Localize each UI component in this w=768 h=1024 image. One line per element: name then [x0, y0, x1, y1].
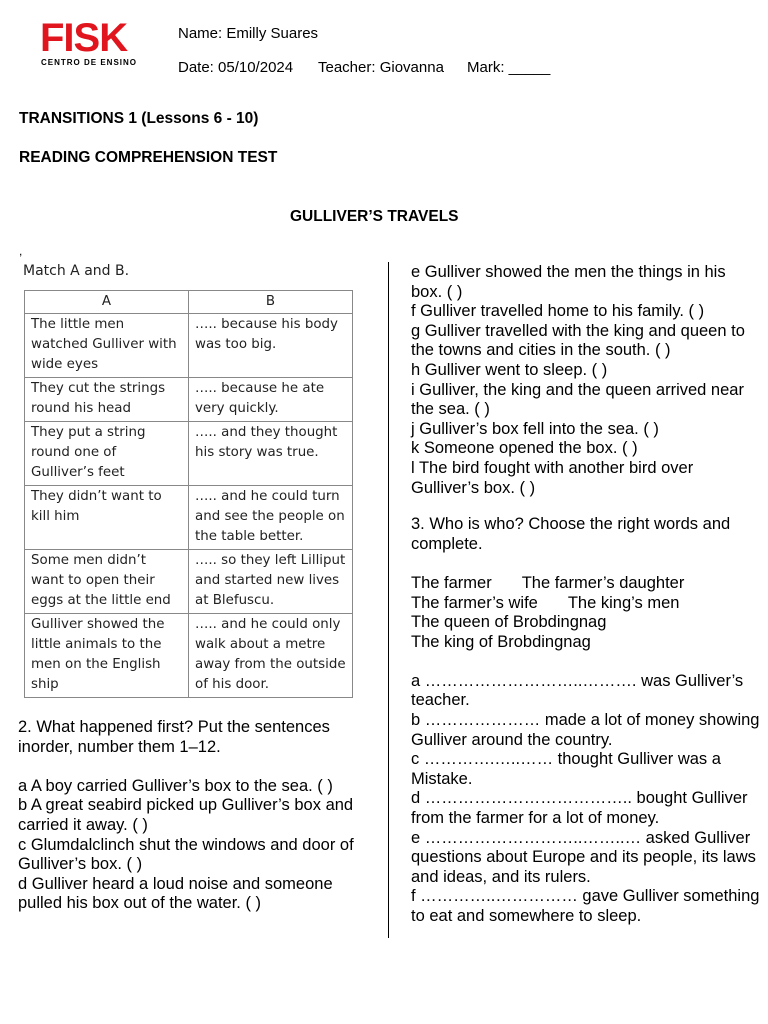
word-bank-item: The king of Brobdingnag: [411, 632, 591, 651]
mark-field: Mark: _____: [467, 59, 551, 76]
section3-instruction: 3. Who is who? Choose the right words and complete.: [411, 515, 731, 553]
section1-instruction: Match A and B.: [23, 263, 130, 279]
list-item: i Gulliver, the king and the queen arrived near the sea. ( ): [411, 380, 744, 419]
fill-in-sentence: f …………..…………… gave Gulliver something to eat and somewhere to sleep.: [411, 887, 760, 925]
list-item: b A great seabird picked up Gulliver’s box and carried it away. ( ): [18, 796, 354, 834]
list-item: f Gulliver travelled home to his family. ( ): [411, 302, 705, 321]
word-bank-item: The queen of Brobdingnag: [411, 613, 607, 632]
list-item: j Gulliver’s box fell into the sea. ( ): [411, 419, 659, 438]
cell-b: ….. so they left Lilliput and started new lives at Blefuscu.: [189, 550, 353, 614]
list-item: e Gulliver showed the men the things in his box. ( ): [411, 263, 726, 301]
cell-b: ….. because he ate very quickly.: [189, 378, 353, 422]
cell-a: They put a string round one of Gulliver’s feet: [25, 422, 189, 486]
right-column: [411, 263, 761, 927]
word-bank-item: The farmer’s wife: [411, 593, 538, 612]
fill-in-sentence: e ………………………..……..… asked Gulliver questions about Europe and its people, its laws and ideas, and its rulers.: [411, 828, 756, 886]
match-table: [24, 290, 353, 698]
word-bank-item: The king’s men: [567, 593, 680, 612]
section2-instruction: 2. What happened first? Put the sentences inorder, number them 1–12.: [18, 718, 330, 756]
table-row: [25, 486, 353, 550]
cell-a: They cut the strings round his head: [25, 378, 189, 422]
logo-subtitle: CENTRO DE ENSINO: [41, 58, 138, 67]
fisk-logo: [40, 16, 152, 70]
cell-a: Some men didn’t want to open their eggs at the little end: [25, 550, 189, 614]
cell-a: The little men watched Gulliver with wide eyes: [25, 314, 189, 378]
story-title: GULLIVER’S TRAVELS: [290, 208, 459, 225]
table-row: [25, 422, 353, 486]
table-row: [25, 614, 353, 698]
cell-b: ….. and they thought his story was true.: [189, 422, 353, 486]
logo-wordmark: FISK: [40, 16, 128, 60]
teacher-field: Teacher: Giovanna: [318, 59, 444, 76]
list-item: c Glumdalclinch shut the windows and door of Gulliver’s box. ( ): [18, 835, 354, 874]
list-item: l The bird fought with another bird over Gulliver’s box. ( ): [411, 458, 694, 497]
list-item: k Someone opened the box. ( ): [411, 439, 638, 458]
word-bank-row: [411, 594, 761, 614]
cell-b: ….. and he could only walk about a metre away from the outside of his door.: [189, 614, 353, 698]
table-row: [25, 378, 353, 422]
table-row: [25, 314, 353, 378]
list-item: d Gulliver heard a loud noise and someone pulled his box out of the water. ( ): [18, 874, 333, 913]
fill-in-sentence: c ………….…..…… thought Gulliver was a Mistake.: [411, 750, 721, 788]
fill-in-sentence: a ………………………..………. was Gulliver’s teacher.: [411, 671, 744, 710]
stray-mark: ,: [19, 244, 23, 258]
column-divider: [388, 262, 389, 938]
cell-a: Gulliver showed the little animals to the men on the English ship: [25, 614, 189, 698]
column-header-a: A: [25, 291, 189, 314]
word-bank-row: [411, 574, 761, 594]
cell-a: They didn’t want to kill him: [25, 486, 189, 550]
fill-in-sentence: d ……………………………….. bought Gulliver from the farmer for a lot of money.: [411, 789, 748, 828]
section2-left: [18, 718, 368, 914]
list-item: a A boy carried Gulliver’s box to the sea. ( ): [18, 776, 333, 795]
column-header-b: B: [189, 291, 353, 314]
fill-in-sentence: b ………………… made a lot of money showing Gulliver around the country.: [411, 711, 760, 749]
date-field: Date: 05/10/2024: [178, 59, 294, 76]
course-title: TRANSITIONS 1 (Lessons 6 - 10): [19, 110, 259, 127]
word-bank-item: The farmer: [411, 573, 492, 592]
test-title: READING COMPREHENSION TEST: [19, 149, 278, 166]
list-item: h Gulliver went to sleep. ( ): [411, 360, 608, 379]
match-table-wrapper: [24, 290, 353, 698]
cell-b: ….. and he could turn and see the people on the table better.: [189, 486, 353, 550]
list-item: g Gulliver travelled with the king and queen to the towns and cities in the south. ( ): [411, 321, 745, 360]
word-bank-item: The farmer’s daughter: [521, 573, 685, 592]
cell-b: ….. because his body was too big.: [189, 314, 353, 378]
table-row: [25, 550, 353, 614]
student-name: Name: Emilly Suares: [178, 25, 319, 42]
